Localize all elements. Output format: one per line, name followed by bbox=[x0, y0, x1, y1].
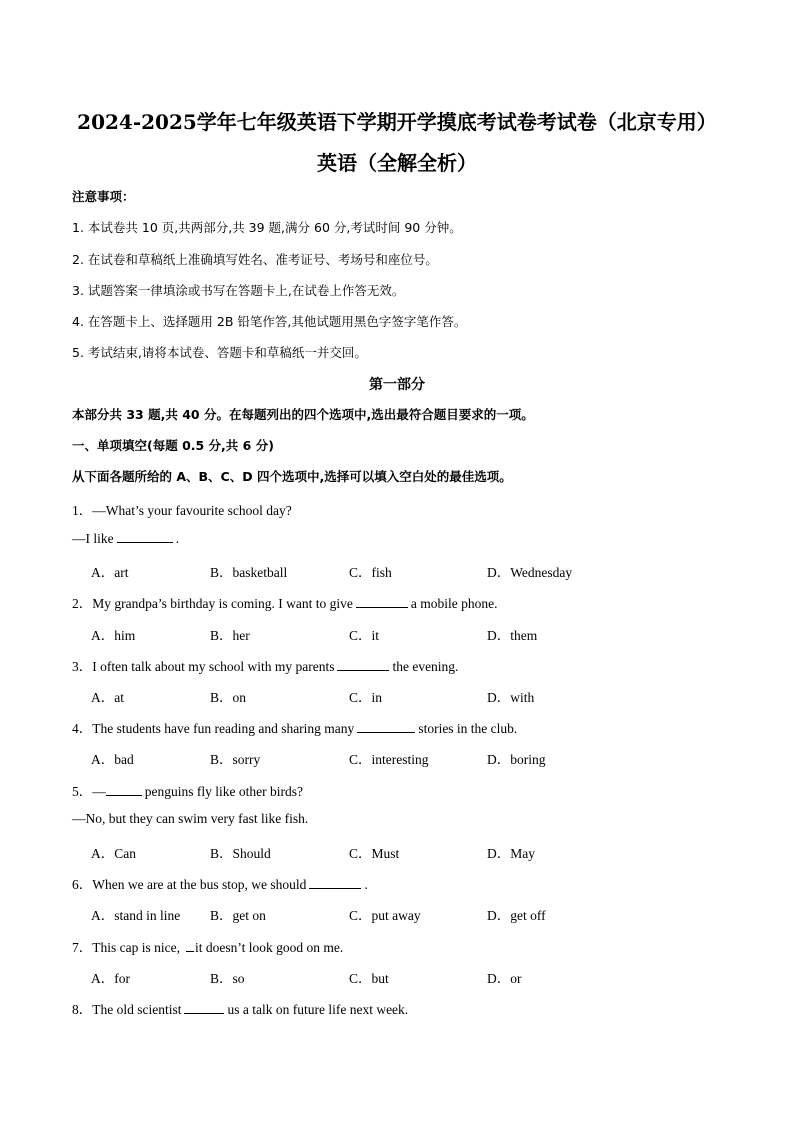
question-text: us a talk on future life next week. bbox=[227, 1002, 409, 1017]
question-text: This cap is nice, bbox=[92, 940, 180, 955]
question-text: My grandpa’s birthday is coming. I want to give bbox=[92, 596, 353, 611]
question-text: penguins fly like other birds? bbox=[144, 784, 303, 799]
question-4 bbox=[72, 717, 517, 737]
question-5 bbox=[72, 780, 303, 800]
option-c: C．in bbox=[349, 690, 383, 705]
note-item: 5. 考试结束,请将本试卷、答题卡和草稿纸一并交回。 bbox=[72, 345, 367, 360]
option-c: C．fish bbox=[349, 565, 392, 580]
part-intro: 本部分共 33 题,共 40 分。在每题列出的四个选项中,选出最符合题目要求的一项。 bbox=[72, 407, 534, 422]
question-7 bbox=[72, 936, 343, 956]
option-d: D．them bbox=[487, 628, 538, 643]
question-2 bbox=[72, 592, 497, 612]
answer-blank bbox=[337, 658, 389, 671]
option-c: C．interesting bbox=[349, 752, 429, 767]
answer-blank bbox=[186, 939, 194, 952]
note-item: 3. 试题答案一律填涂或书写在答题卡上,在试卷上作答无效。 bbox=[72, 283, 405, 298]
question-text: . bbox=[175, 531, 179, 546]
option-d: D．with bbox=[487, 690, 535, 705]
question-text: a mobile phone. bbox=[410, 596, 498, 611]
option-a: A．at bbox=[91, 690, 124, 705]
question-text: —What’s your favourite school day? bbox=[92, 503, 292, 518]
question-text: the evening. bbox=[392, 659, 459, 674]
answer-blank bbox=[309, 876, 361, 889]
question-6 bbox=[72, 873, 368, 893]
question-text: stories in the club. bbox=[418, 721, 518, 736]
question-5-reply: —No, but they can swim very fast like fish. bbox=[72, 811, 309, 826]
note-item: 2. 在试卷和草稿纸上准确填写姓名、准考证号、考场号和座位号。 bbox=[72, 252, 438, 267]
option-c: C．put away bbox=[349, 908, 421, 923]
option-d: D．Wednesday bbox=[487, 565, 573, 580]
option-d: D．May bbox=[487, 846, 535, 861]
option-b: B．so bbox=[210, 971, 245, 986]
option-b: B．Should bbox=[210, 846, 271, 861]
question-number: 1． bbox=[72, 503, 93, 518]
section-instruction: 从下面各题所给的 A、B、C、D 四个选项中,选择可以填入空白处的最佳选项。 bbox=[72, 469, 512, 484]
answer-blank bbox=[184, 1001, 224, 1014]
question-1 bbox=[72, 499, 292, 519]
option-c: C．Must bbox=[349, 846, 400, 861]
option-b: B．sorry bbox=[210, 752, 261, 767]
question-text: When we are at the bus stop, we should bbox=[92, 877, 307, 892]
option-a: A．art bbox=[91, 565, 129, 580]
question-text: I often talk about my school with my parents bbox=[92, 659, 335, 674]
option-c: C．it bbox=[349, 628, 380, 643]
option-b: B．her bbox=[210, 628, 250, 643]
notes-heading: 注意事项： bbox=[72, 189, 135, 204]
option-a: A．Can bbox=[91, 846, 136, 861]
question-text: The old scientist bbox=[92, 1002, 182, 1017]
option-a: A．bad bbox=[91, 752, 134, 767]
option-a: A．him bbox=[91, 628, 136, 643]
note-item: 4. 在答题卡上、选择题用 2B 铅笔作答,其他试题用黑色字签字笔作答。 bbox=[72, 314, 467, 329]
question-text: The students have fun reading and sharing many bbox=[92, 721, 355, 736]
question-number: 4． bbox=[72, 721, 93, 736]
option-a: A．stand in line bbox=[91, 908, 181, 923]
option-b: B．basketball bbox=[210, 565, 288, 580]
part-title: 第一部分 bbox=[369, 377, 425, 393]
question-number: 3． bbox=[72, 659, 93, 674]
section-title: 一、单项填空(每题 0.5 分,共 6 分) bbox=[72, 438, 274, 453]
exam-title: 2024-2025学年七年级英语下学期开学摸底考试卷考试卷（北京专用） bbox=[77, 110, 717, 134]
option-a: A．for bbox=[91, 971, 130, 986]
option-c: C．but bbox=[349, 971, 389, 986]
option-d: D．get off bbox=[487, 908, 546, 923]
option-b: B．on bbox=[210, 690, 247, 705]
answer-blank bbox=[117, 530, 173, 543]
option-d: D．or bbox=[487, 971, 522, 986]
question-number: 2． bbox=[72, 596, 93, 611]
option-d: D．boring bbox=[487, 752, 546, 767]
exam-subtitle: 英语（全解全析） bbox=[317, 151, 477, 175]
question-1-reply bbox=[72, 530, 179, 547]
question-number: 6． bbox=[72, 877, 93, 892]
question-3 bbox=[72, 655, 458, 675]
answer-blank bbox=[356, 595, 408, 608]
question-text: . bbox=[364, 877, 368, 892]
note-item: 1. 本试卷共 10 页,共两部分,共 39 题,满分 60 分,考试时间 90 分钟。 bbox=[72, 220, 462, 235]
option-b: B．get on bbox=[210, 908, 266, 923]
question-text: —I like bbox=[72, 531, 114, 546]
question-text: it doesn’t look good on me. bbox=[194, 940, 344, 955]
answer-blank bbox=[357, 720, 415, 733]
question-number: 5． bbox=[72, 784, 93, 799]
question-number: 7． bbox=[72, 940, 93, 955]
question-number: 8． bbox=[72, 1002, 93, 1017]
question-8 bbox=[72, 998, 408, 1018]
question-text: — bbox=[92, 784, 106, 799]
answer-blank bbox=[106, 783, 142, 796]
